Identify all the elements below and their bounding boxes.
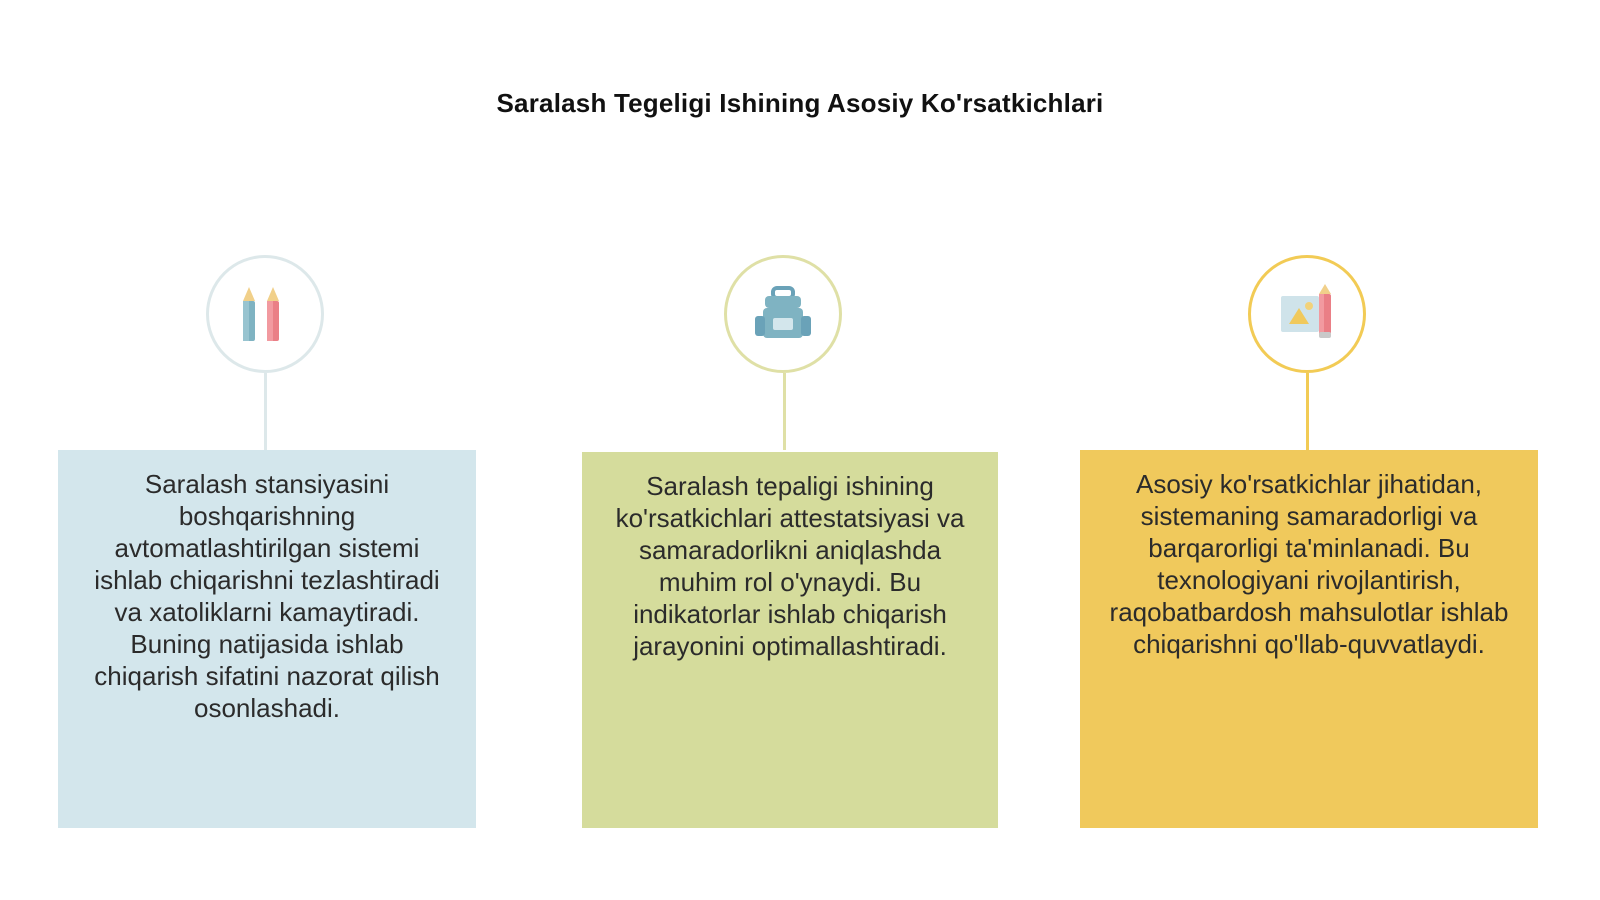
pencils-icon-circle (206, 255, 324, 373)
card-1-text: Saralash stansiyasini boshqarishning avtomatlashtirilgan sistemi ishlab chiqarishni tezlashtiradi va xatoliklarni kamaytiradi. Buning natijasida ishlab chiqarish sifatini nazorat qilish osonlashadi. (94, 469, 440, 723)
backpack-icon (751, 282, 815, 346)
connector-line (264, 373, 267, 450)
page-title: Saralash Tegeligi Ishining Asosiy Ko'rsatkichlari (496, 88, 1104, 118)
connector-line (1306, 373, 1309, 450)
picture-pencil-icon (1275, 282, 1339, 346)
card-3-text: Asosiy ko'rsatkichlar jihatidan, sistemaning samaradorligi va barqarorligi ta'minlanadi. Bu texnologiyani rivojlantirish, raqobatbardosh mahsulotlar ishlab chiqarishni qo'llab-quvvatlaydi. (1109, 469, 1509, 659)
backpack-icon-circle (724, 255, 842, 373)
connector-line (783, 373, 786, 450)
picture-pencil-icon-circle (1248, 255, 1366, 373)
card-1 (58, 450, 476, 828)
pencils-icon (235, 279, 295, 349)
card-3 (1080, 450, 1538, 828)
card-2-text: Saralash tepaligi ishining ko'rsatkichlari attestatsiyasi va samaradorlikni aniqlashda muhim rol o'ynaydi. Bu indikatorlar ishlab chiqarish jarayonini optimallashtiradi. (615, 471, 965, 661)
card-2 (582, 452, 998, 828)
